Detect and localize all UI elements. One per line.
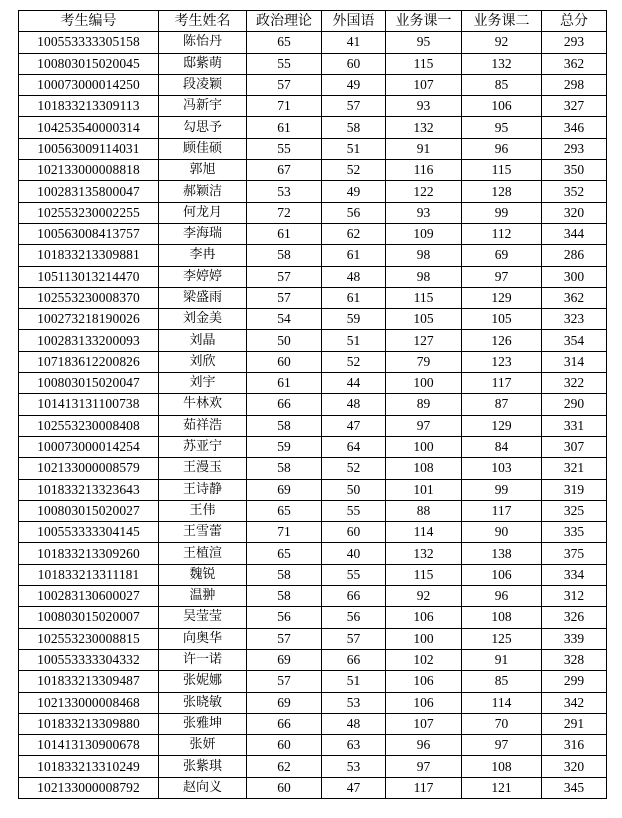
cell-subject-one: 102 [386, 649, 462, 670]
cell-politics: 55 [247, 138, 322, 159]
cell-name: 王诗静 [159, 479, 247, 500]
cell-total: 375 [542, 543, 607, 564]
cell-subject-one: 92 [386, 586, 462, 607]
cell-total: 312 [542, 586, 607, 607]
cell-name: 李海瑞 [159, 223, 247, 244]
cell-total: 307 [542, 436, 607, 457]
cell-exam-id: 101833213323643 [19, 479, 159, 500]
cell-subject-two: 69 [462, 245, 542, 266]
cell-subject-one: 132 [386, 117, 462, 138]
cell-exam-id: 102553230008370 [19, 287, 159, 308]
cell-politics: 55 [247, 53, 322, 74]
cell-name: 许一诺 [159, 649, 247, 670]
table-row [19, 160, 607, 181]
cell-total: 323 [542, 309, 607, 330]
cell-foreign-language: 61 [322, 287, 386, 308]
cell-name: 张妮娜 [159, 671, 247, 692]
cell-politics: 58 [247, 415, 322, 436]
cell-total: 362 [542, 287, 607, 308]
header-subject-one: 业务课一 [386, 11, 462, 32]
table-row [19, 309, 607, 330]
cell-exam-id: 102133000008792 [19, 777, 159, 798]
cell-subject-one: 91 [386, 138, 462, 159]
table-row [19, 436, 607, 457]
cell-foreign-language: 57 [322, 628, 386, 649]
cell-politics: 57 [247, 74, 322, 95]
cell-politics: 57 [247, 628, 322, 649]
cell-politics: 61 [247, 223, 322, 244]
cell-politics: 61 [247, 373, 322, 394]
cell-exam-id: 101833213310249 [19, 756, 159, 777]
cell-politics: 57 [247, 266, 322, 287]
cell-foreign-language: 66 [322, 586, 386, 607]
table-row [19, 394, 607, 415]
cell-subject-one: 97 [386, 756, 462, 777]
cell-subject-two: 129 [462, 415, 542, 436]
cell-subject-one: 106 [386, 607, 462, 628]
cell-name: 刘欣 [159, 351, 247, 372]
cell-foreign-language: 58 [322, 117, 386, 138]
table-row [19, 351, 607, 372]
table-row [19, 223, 607, 244]
table-row [19, 586, 607, 607]
cell-name: 张雅坤 [159, 713, 247, 734]
cell-exam-id: 102133000008468 [19, 692, 159, 713]
cell-politics: 61 [247, 117, 322, 138]
cell-subject-one: 96 [386, 735, 462, 756]
cell-foreign-language: 53 [322, 692, 386, 713]
cell-name: 冯新宇 [159, 96, 247, 117]
table-row [19, 522, 607, 543]
table-row [19, 181, 607, 202]
cell-foreign-language: 51 [322, 671, 386, 692]
table-row [19, 500, 607, 521]
header-name: 考生姓名 [159, 11, 247, 32]
table-row [19, 777, 607, 798]
cell-total: 316 [542, 735, 607, 756]
cell-politics: 67 [247, 160, 322, 181]
cell-total: 298 [542, 74, 607, 95]
cell-subject-one: 107 [386, 74, 462, 95]
cell-total: 291 [542, 713, 607, 734]
table-row [19, 202, 607, 223]
cell-name: 吴莹莹 [159, 607, 247, 628]
cell-foreign-language: 53 [322, 756, 386, 777]
cell-total: 352 [542, 181, 607, 202]
cell-exam-id: 102133000008818 [19, 160, 159, 181]
cell-name: 李冉 [159, 245, 247, 266]
cell-total: 325 [542, 500, 607, 521]
cell-total: 328 [542, 649, 607, 670]
table-row [19, 671, 607, 692]
cell-name: 何龙月 [159, 202, 247, 223]
cell-exam-id: 100553333305158 [19, 32, 159, 53]
cell-exam-id: 101413131100738 [19, 394, 159, 415]
cell-foreign-language: 51 [322, 138, 386, 159]
header-row [19, 11, 607, 32]
cell-subject-two: 96 [462, 586, 542, 607]
table-row [19, 96, 607, 117]
cell-total: 335 [542, 522, 607, 543]
cell-total: 299 [542, 671, 607, 692]
cell-subject-two: 90 [462, 522, 542, 543]
cell-exam-id: 100283130600027 [19, 586, 159, 607]
cell-total: 346 [542, 117, 607, 138]
cell-subject-two: 128 [462, 181, 542, 202]
cell-subject-two: 70 [462, 713, 542, 734]
cell-subject-one: 79 [386, 351, 462, 372]
cell-exam-id: 102133000008579 [19, 458, 159, 479]
table-row [19, 117, 607, 138]
cell-subject-one: 122 [386, 181, 462, 202]
table-row [19, 543, 607, 564]
header-total: 总分 [542, 11, 607, 32]
cell-name: 王漫玉 [159, 458, 247, 479]
cell-politics: 57 [247, 287, 322, 308]
cell-name: 梁盛雨 [159, 287, 247, 308]
table-row [19, 458, 607, 479]
cell-subject-one: 100 [386, 436, 462, 457]
cell-total: 354 [542, 330, 607, 351]
cell-subject-one: 89 [386, 394, 462, 415]
cell-foreign-language: 62 [322, 223, 386, 244]
cell-total: 293 [542, 138, 607, 159]
cell-politics: 59 [247, 436, 322, 457]
cell-politics: 60 [247, 777, 322, 798]
cell-politics: 66 [247, 394, 322, 415]
cell-name: 段凌颖 [159, 74, 247, 95]
table-row [19, 53, 607, 74]
table-row [19, 330, 607, 351]
cell-subject-one: 101 [386, 479, 462, 500]
cell-foreign-language: 41 [322, 32, 386, 53]
cell-subject-one: 93 [386, 96, 462, 117]
cell-exam-id: 100073000014250 [19, 74, 159, 95]
cell-total: 293 [542, 32, 607, 53]
cell-foreign-language: 55 [322, 500, 386, 521]
cell-exam-id: 101833213309113 [19, 96, 159, 117]
cell-subject-two: 92 [462, 32, 542, 53]
cell-subject-one: 88 [386, 500, 462, 521]
cell-foreign-language: 57 [322, 96, 386, 117]
cell-exam-id: 100273218190026 [19, 309, 159, 330]
cell-name: 邸紫萌 [159, 53, 247, 74]
header-exam-id: 考生编号 [19, 11, 159, 32]
header-subject-two: 业务课二 [462, 11, 542, 32]
cell-foreign-language: 56 [322, 202, 386, 223]
cell-subject-two: 85 [462, 74, 542, 95]
cell-subject-two: 129 [462, 287, 542, 308]
cell-subject-two: 84 [462, 436, 542, 457]
cell-subject-one: 100 [386, 373, 462, 394]
cell-exam-id: 101413130900678 [19, 735, 159, 756]
cell-subject-two: 138 [462, 543, 542, 564]
cell-total: 314 [542, 351, 607, 372]
cell-total: 362 [542, 53, 607, 74]
cell-subject-two: 106 [462, 564, 542, 585]
table-row [19, 245, 607, 266]
cell-name: 陈怡丹 [159, 32, 247, 53]
cell-exam-id: 107183612200826 [19, 351, 159, 372]
cell-total: 320 [542, 202, 607, 223]
cell-foreign-language: 51 [322, 330, 386, 351]
cell-subject-two: 106 [462, 96, 542, 117]
cell-total: 342 [542, 692, 607, 713]
cell-subject-two: 99 [462, 202, 542, 223]
cell-exam-id: 101833213309880 [19, 713, 159, 734]
cell-politics: 60 [247, 351, 322, 372]
cell-subject-two: 85 [462, 671, 542, 692]
cell-subject-one: 132 [386, 543, 462, 564]
cell-name: 张紫琪 [159, 756, 247, 777]
table-row [19, 32, 607, 53]
cell-name: 刘金美 [159, 309, 247, 330]
cell-exam-id: 100803015020047 [19, 373, 159, 394]
cell-name: 王植渲 [159, 543, 247, 564]
cell-foreign-language: 50 [322, 479, 386, 500]
cell-subject-one: 115 [386, 53, 462, 74]
cell-total: 350 [542, 160, 607, 181]
cell-name: 李婷婷 [159, 266, 247, 287]
cell-politics: 62 [247, 756, 322, 777]
cell-foreign-language: 56 [322, 607, 386, 628]
cell-subject-one: 106 [386, 692, 462, 713]
table-body [19, 32, 607, 799]
cell-exam-id: 100283133200093 [19, 330, 159, 351]
cell-subject-two: 126 [462, 330, 542, 351]
cell-total: 319 [542, 479, 607, 500]
cell-total: 300 [542, 266, 607, 287]
cell-foreign-language: 60 [322, 53, 386, 74]
cell-total: 339 [542, 628, 607, 649]
cell-exam-id: 105113013214470 [19, 266, 159, 287]
cell-subject-two: 97 [462, 266, 542, 287]
cell-subject-two: 114 [462, 692, 542, 713]
cell-name: 张妍 [159, 735, 247, 756]
cell-subject-two: 99 [462, 479, 542, 500]
cell-politics: 65 [247, 32, 322, 53]
cell-name: 刘晶 [159, 330, 247, 351]
cell-foreign-language: 49 [322, 181, 386, 202]
cell-politics: 65 [247, 543, 322, 564]
cell-politics: 71 [247, 96, 322, 117]
cell-name: 郭旭 [159, 160, 247, 181]
cell-politics: 57 [247, 671, 322, 692]
cell-foreign-language: 66 [322, 649, 386, 670]
cell-exam-id: 100803015020027 [19, 500, 159, 521]
cell-subject-two: 108 [462, 756, 542, 777]
cell-subject-one: 98 [386, 245, 462, 266]
table-row [19, 735, 607, 756]
score-table [18, 10, 607, 799]
cell-foreign-language: 52 [322, 351, 386, 372]
cell-name: 茹祥浩 [159, 415, 247, 436]
table-row [19, 74, 607, 95]
cell-total: 334 [542, 564, 607, 585]
cell-politics: 65 [247, 500, 322, 521]
cell-foreign-language: 64 [322, 436, 386, 457]
cell-politics: 60 [247, 735, 322, 756]
cell-name: 王伟 [159, 500, 247, 521]
cell-subject-one: 127 [386, 330, 462, 351]
table-row [19, 564, 607, 585]
cell-foreign-language: 48 [322, 394, 386, 415]
cell-exam-id: 104253540000314 [19, 117, 159, 138]
cell-politics: 58 [247, 564, 322, 585]
table-row [19, 756, 607, 777]
cell-name: 魏锐 [159, 564, 247, 585]
cell-foreign-language: 55 [322, 564, 386, 585]
cell-foreign-language: 61 [322, 245, 386, 266]
cell-politics: 58 [247, 586, 322, 607]
cell-name: 张晓敏 [159, 692, 247, 713]
table-row [19, 628, 607, 649]
cell-subject-one: 117 [386, 777, 462, 798]
cell-subject-one: 116 [386, 160, 462, 181]
cell-exam-id: 101833213309487 [19, 671, 159, 692]
cell-subject-two: 117 [462, 373, 542, 394]
cell-politics: 53 [247, 181, 322, 202]
cell-politics: 69 [247, 649, 322, 670]
table-row [19, 415, 607, 436]
cell-exam-id: 101833213309260 [19, 543, 159, 564]
cell-subject-one: 107 [386, 713, 462, 734]
cell-total: 345 [542, 777, 607, 798]
cell-exam-id: 101833213309881 [19, 245, 159, 266]
cell-subject-one: 105 [386, 309, 462, 330]
cell-subject-two: 96 [462, 138, 542, 159]
header-foreign-language: 外国语 [322, 11, 386, 32]
cell-exam-id: 100563008413757 [19, 223, 159, 244]
cell-subject-two: 117 [462, 500, 542, 521]
cell-name: 牛林欢 [159, 394, 247, 415]
cell-exam-id: 100563009114031 [19, 138, 159, 159]
cell-foreign-language: 44 [322, 373, 386, 394]
cell-name: 郝颖洁 [159, 181, 247, 202]
cell-name: 向奥华 [159, 628, 247, 649]
table-row [19, 713, 607, 734]
cell-name: 温翀 [159, 586, 247, 607]
cell-exam-id: 100803015020045 [19, 53, 159, 74]
cell-politics: 72 [247, 202, 322, 223]
cell-subject-one: 114 [386, 522, 462, 543]
cell-foreign-language: 47 [322, 415, 386, 436]
cell-foreign-language: 59 [322, 309, 386, 330]
cell-foreign-language: 52 [322, 160, 386, 181]
cell-politics: 71 [247, 522, 322, 543]
cell-exam-id: 100553333304332 [19, 649, 159, 670]
cell-total: 331 [542, 415, 607, 436]
cell-total: 322 [542, 373, 607, 394]
cell-foreign-language: 48 [322, 266, 386, 287]
cell-subject-one: 100 [386, 628, 462, 649]
cell-exam-id: 101833213311181 [19, 564, 159, 585]
cell-subject-two: 87 [462, 394, 542, 415]
cell-subject-one: 93 [386, 202, 462, 223]
cell-total: 326 [542, 607, 607, 628]
table-row [19, 692, 607, 713]
cell-politics: 50 [247, 330, 322, 351]
cell-subject-one: 109 [386, 223, 462, 244]
table-row [19, 649, 607, 670]
cell-politics: 56 [247, 607, 322, 628]
cell-politics: 58 [247, 245, 322, 266]
cell-exam-id: 100283135800047 [19, 181, 159, 202]
cell-subject-two: 105 [462, 309, 542, 330]
cell-foreign-language: 47 [322, 777, 386, 798]
cell-subject-one: 97 [386, 415, 462, 436]
cell-name: 勾思予 [159, 117, 247, 138]
cell-foreign-language: 63 [322, 735, 386, 756]
cell-subject-two: 121 [462, 777, 542, 798]
cell-foreign-language: 40 [322, 543, 386, 564]
cell-subject-two: 123 [462, 351, 542, 372]
cell-total: 344 [542, 223, 607, 244]
cell-exam-id: 100073000014254 [19, 436, 159, 457]
cell-politics: 69 [247, 479, 322, 500]
cell-foreign-language: 49 [322, 74, 386, 95]
table-row [19, 479, 607, 500]
cell-total: 290 [542, 394, 607, 415]
cell-subject-one: 95 [386, 32, 462, 53]
cell-subject-one: 108 [386, 458, 462, 479]
cell-politics: 69 [247, 692, 322, 713]
cell-subject-two: 132 [462, 53, 542, 74]
cell-politics: 54 [247, 309, 322, 330]
cell-subject-two: 125 [462, 628, 542, 649]
table-row [19, 607, 607, 628]
cell-subject-two: 112 [462, 223, 542, 244]
cell-name: 赵向义 [159, 777, 247, 798]
cell-subject-two: 115 [462, 160, 542, 181]
cell-exam-id: 100553333304145 [19, 522, 159, 543]
cell-subject-two: 95 [462, 117, 542, 138]
cell-subject-one: 98 [386, 266, 462, 287]
cell-politics: 58 [247, 458, 322, 479]
cell-exam-id: 102553230008815 [19, 628, 159, 649]
table-row [19, 138, 607, 159]
cell-subject-two: 91 [462, 649, 542, 670]
cell-subject-two: 103 [462, 458, 542, 479]
cell-foreign-language: 48 [322, 713, 386, 734]
table-row [19, 287, 607, 308]
cell-total: 320 [542, 756, 607, 777]
cell-name: 苏亚宁 [159, 436, 247, 457]
cell-total: 286 [542, 245, 607, 266]
table-row [19, 373, 607, 394]
cell-subject-one: 106 [386, 671, 462, 692]
header-politics: 政治理论 [247, 11, 322, 32]
table-header [19, 11, 607, 32]
cell-total: 321 [542, 458, 607, 479]
cell-name: 王雪蕾 [159, 522, 247, 543]
cell-name: 顾佳硕 [159, 138, 247, 159]
cell-politics: 66 [247, 713, 322, 734]
cell-exam-id: 100803015020007 [19, 607, 159, 628]
cell-foreign-language: 52 [322, 458, 386, 479]
cell-exam-id: 102553230008408 [19, 415, 159, 436]
cell-subject-one: 115 [386, 287, 462, 308]
cell-subject-two: 108 [462, 607, 542, 628]
cell-exam-id: 102553230002255 [19, 202, 159, 223]
cell-total: 327 [542, 96, 607, 117]
cell-name: 刘宇 [159, 373, 247, 394]
table-row [19, 266, 607, 287]
cell-foreign-language: 60 [322, 522, 386, 543]
cell-subject-two: 97 [462, 735, 542, 756]
cell-subject-one: 115 [386, 564, 462, 585]
